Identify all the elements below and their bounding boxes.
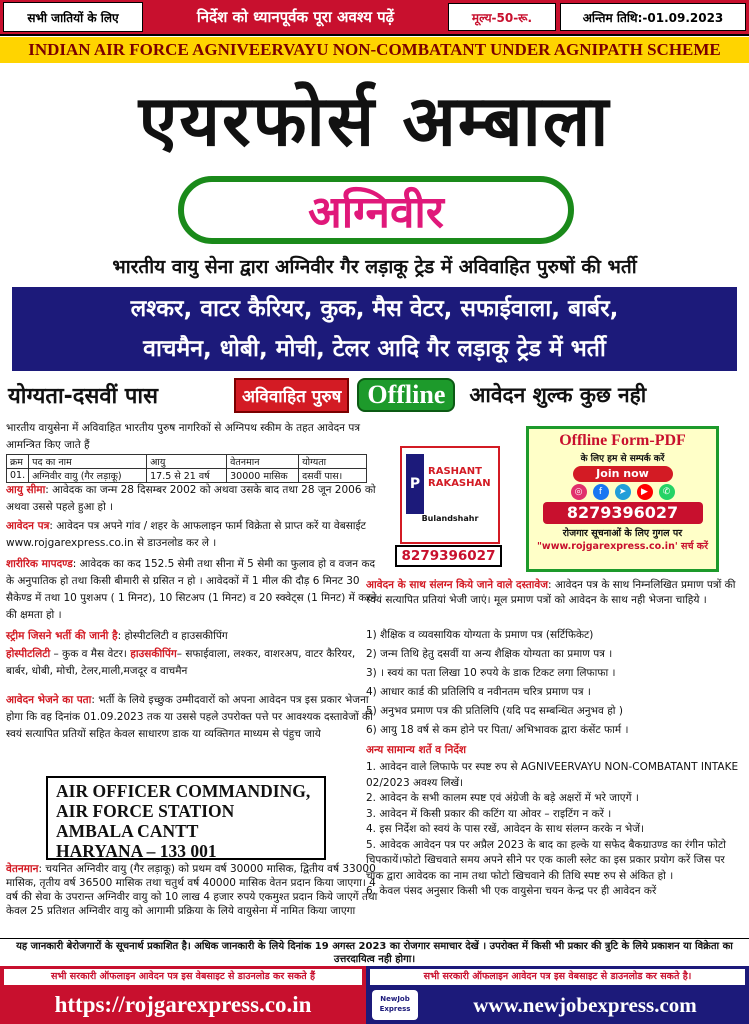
form-box-sub: के लिए हम से सम्पर्क करें <box>580 454 665 464</box>
age-section: आयु सीमा: आवेदक का जन्म 28 दिसम्बर 2002 को अथवा उसके बाद तथा 28 जून 2006 को अथवा उससे पहले हुआ हो । <box>6 484 376 513</box>
trade-section: होस्पीटलिटी – कुक व मैस वेटर। हाउसकीपिंग– सफाईवाला, लश्कर, वाशरअप, वाटर कैरियर, बार्बर, धोबी, मोची, टेलर,माली,मजदूर व वाचमैन <box>6 648 356 677</box>
disclaimer-note: यह जानकारी बेरोजगारों के सूचनार्थ प्रकाशित है। अधिक जानकारी के लिये दिनांक 19 अगस्त 2023 का रोजगार समाचार देखें । उपरोक्त में किसी भी प्रकार की त्रुटि के लिये प्रकाशन या विक्रेता का उत्तरदायित्व नही होगा। <box>0 938 749 966</box>
list-item: 2) जन्म तिथि हेतु दसवीं या अन्य शैक्षिक योग्यता का प्रमाण पत्र । <box>366 648 613 660</box>
other-conditions-title: अन्य सामान्य शर्ते व निर्देश <box>366 744 467 756</box>
join-now-button[interactable]: Join now <box>573 466 673 482</box>
footer-left-tagline: सभी सरकारी ऑफलाइन आवेदन पत्र इस वेबसाइट से डाउनलोड कर सकते हैं <box>4 969 362 985</box>
form-box-line2: "www.rojgarexpress.co.in' सर्च करें <box>536 541 708 552</box>
form-box-phone: 8279396027 <box>543 502 703 524</box>
address-box: AIR OFFICER COMMANDING, AIR FORCE STATION AMBALA CANTT HARYANA – 133 001 <box>46 776 326 860</box>
offline-badge: Offline <box>357 378 455 412</box>
caste-label: सभी जातियों के लिए <box>3 2 143 32</box>
logo-city: Bulandshahr <box>421 514 479 523</box>
facebook-icon[interactable]: f <box>593 484 609 500</box>
footer-left <box>0 966 366 1024</box>
offline-form-box <box>526 426 719 572</box>
form-section: आवेदन पत्र: आवेदन पत्र अपने गांव / शहर के आफलाइन फार्म विक्रेता से प्राप्त करें या वेबसाईट www.rojgarexpress.co.in से डाउनलोड कर ले । <box>6 520 366 549</box>
list-item: 6. केवल पंसद अनुसार किसी भी एक वायुसेना चयन केन्द्र पर ही आवेदन करें <box>366 885 657 897</box>
top-bar <box>0 0 749 36</box>
docs-list <box>366 626 740 740</box>
fee-label: आवेदन शुल्क कुछ नही <box>469 383 647 407</box>
list-item: 5) अनुभव प्रमाण पत्र की प्रतिलिपि (यदि पद सम्बन्धित अनुभव हो ) <box>366 705 623 717</box>
physical-section: शारीरिक मापदण्ड: आवेदक का कद 152.5 सेमी तथा सीना में 5 सेमी का फुलाव हो व वजन कद के अनुपातिक हो तथा किसी बीमारी से ग्रसित न हो । आवेदकों में 1 मील की दौड़ 6 मिनट 30 सैकेण्ड में तथा 10 पुशअप ( 1 मिनट), 10 सिटअप (1 मिनट) व 20 स्क्वेट्स (1 मिनट) में करने की क्षमता हो । <box>6 558 377 621</box>
post-table: क्रम पद का नाम आयु वेतनमान योग्यता 01. अग्निवीर वायु (गैर लड़ाकू) 17.5 से 21 वर्ष 30000 मासिक दसवीं पास। <box>6 454 367 483</box>
youtube-icon[interactable]: ▶ <box>637 484 653 500</box>
agniveer-banner <box>178 176 574 244</box>
stream-section: स्ट्रीम जिसने भर्ती की जानी है: होस्पीटलिटी व हाउसकीपिंग <box>6 630 228 642</box>
unmarried-badge: अविवाहित पुरुष <box>234 378 349 413</box>
form-box-title: Offline Form-PDF <box>559 432 686 449</box>
price-label: मूल्य-50-रू. <box>448 3 556 31</box>
list-item: 3. आवेदन में किसी प्रकार की कटिंग या ओवर – राइटिंग न करें । <box>366 807 612 820</box>
list-item: 4. इस निर्देश को स्वयं के पास रखें, आवेदन के साथ संलग्न करके न भेजें। <box>366 823 645 835</box>
list-item: 1) शैक्षिक व व्यवसायिक योग्यता के प्रमाण पत्र (सर्टिफिकेट) <box>366 629 594 641</box>
form-box-line1: रोजगार सूचनाओं के लिए गुगल पर <box>562 528 683 539</box>
send-section: आवेदन भेजने का पता: भर्ती के लिये इच्छुक उम्मीदवारों को अपना आवेदन पत्र इस प्रकार भेजना होगा कि वह दिनांक 01.09.2023 तक या उससे पहले उपरोक्त पत्ते पर आवश्यक दस्तावेजों की स्वयं सत्यापित प्रतियों सहित केवल साधारण डाक या व्यक्तिगत माध्यम से पंहुच जाये <box>6 694 373 740</box>
agniveer-text: अग्निवीर <box>308 187 444 238</box>
list-item: 2. आवेदन के सभी कालम स्पष्ट एवं अंग्रेजी के बड़े अक्षरों में भरे जाएगें । <box>366 792 639 804</box>
trades-line-1: लश्कर, वाटर कैरियर, कुक, मैस वेटर, सफाईवाला, बार्बर, <box>130 296 619 322</box>
logo-phone: 8279396027 <box>395 545 502 567</box>
logo-name: RASHANT RAKASHAN <box>428 466 491 489</box>
trades-box <box>12 287 737 371</box>
subheading: भारतीय वायु सेना द्वारा अग्निवीर गैर लड़ाकू ट्रेड में अविवाहित पुरुषों की भर्ती <box>112 256 637 278</box>
english-title: INDIAN AIR FORCE AGNIVEERVAYU NON-COMBATANT UNDER AGNIPATH SCHEME <box>0 37 749 63</box>
list-item: 4) आधार कार्ड की प्रतिलिपि व नवीनतम चरित्र प्रमाण पत्र । <box>366 686 591 698</box>
qualification: योग्यता-दसवीं पास <box>8 384 158 409</box>
newjob-logo: NewJob Express <box>372 990 418 1020</box>
prashant-logo <box>400 446 500 544</box>
eligibility-row <box>8 374 743 416</box>
footer-right-tagline: सभी सरकारी ऑफलाइन आवेदन पत्र इस वेबसाइट से डाउनलोड कर सकते है। <box>370 969 745 985</box>
instagram-icon[interactable]: ◎ <box>571 484 587 500</box>
main-title: एयरफोर्स अम्बाला <box>138 80 611 162</box>
list-item: 3) । स्वयं का पता लिखा 10 रुपये के डाक टिकट लगा लिफाफा । <box>366 667 616 679</box>
docs-intro: आवेदन के साथ संलग्न किये जाने वाले दस्तावेज: आवेदन पत्र के साथ निम्नलिखित प्रमाण पत्रों की स्वयं सत्यापित प्रतियां भेजी जाएं। मूल प्रमाण पत्रों को आवेदन के साथ नही भेजना चाहिये । <box>366 579 736 606</box>
intro-text: भारतीय वायुसेना में अविवाहित भारतीय पुरुष नागरिकों से अग्निपथ स्कीम के तहत आवेदन पत्र आमन्त्रित किए जाते हैं <box>6 422 361 451</box>
instruction-label: निर्देश को ध्यानपूर्वक पूरा अवश्य पढ़ें <box>196 8 395 26</box>
list-item: 5. आवेदक आवेदन पत्र पर अप्रैल 2023 के बाद का हल्के या सफेद बैकग्राउण्ड का रंगीन फोटो चिपकायें।फोटो खिचवाते समय अपने सीने पर एक काली स्लेट का इस प्रकार प्रयोग करें जिस पर चाक द्वारा आवेदक का नाम तथा फोटो खिचवाने की तिथि स्पष्ट रुप से अंकित हो । <box>366 838 726 882</box>
rojgar-link[interactable]: https://rojgarexpress.co.in <box>54 992 312 1017</box>
logo-letter: P <box>406 454 424 514</box>
salary-section: वेतनमान: चयनित अग्निवीर वायु (गैर लड़ाकू) को प्रथम वर्ष 30000 मासिक, द्वितीय वर्ष 33000 मासिक, तृतीय वर्ष 36500 मासिक तथा चतुर्थ वर्ष 40000 मासिक वेतन प्रदान किया जाएगा। 4 वर्ष की सेवा के उपरान्त अग्निवीर वायु को 10 लाख 4 हजार रुपये एकमुश्त प्रदान किये जाएगें तथा केवल 25 प्रतिशत अग्निवीर वायु को आगामी प्रक्रिया के लिये वायुसेना में नामित किया जाएगा <box>6 863 378 917</box>
other-conditions-list <box>366 760 740 900</box>
social-icons <box>529 484 716 500</box>
telegram-icon[interactable]: ➤ <box>615 484 631 500</box>
trades-line-2: वाचमैन, धोबी, मोची, टेलर आदि गैर लड़ाकू ट्रेड में भर्ती <box>143 336 606 362</box>
newjob-link[interactable]: www.newjobexpress.com <box>473 993 697 1017</box>
whatsapp-icon[interactable]: ✆ <box>659 484 675 500</box>
last-date-label: अन्तिम तिथि:-01.09.2023 <box>560 3 746 31</box>
list-item: 6) आयु 18 वर्ष से कम होने पर पिता/ अभिभावक द्वारा कंसेंट फार्म । <box>366 724 629 736</box>
footer-right <box>366 966 749 1024</box>
list-item: 1. आवेदन वाले लिफाफे पर स्पष्ट रुप से AGNIVEERVAYU NON-COMBATANT INTAKE 02/2023 अवश्य लिखें। <box>366 761 739 789</box>
